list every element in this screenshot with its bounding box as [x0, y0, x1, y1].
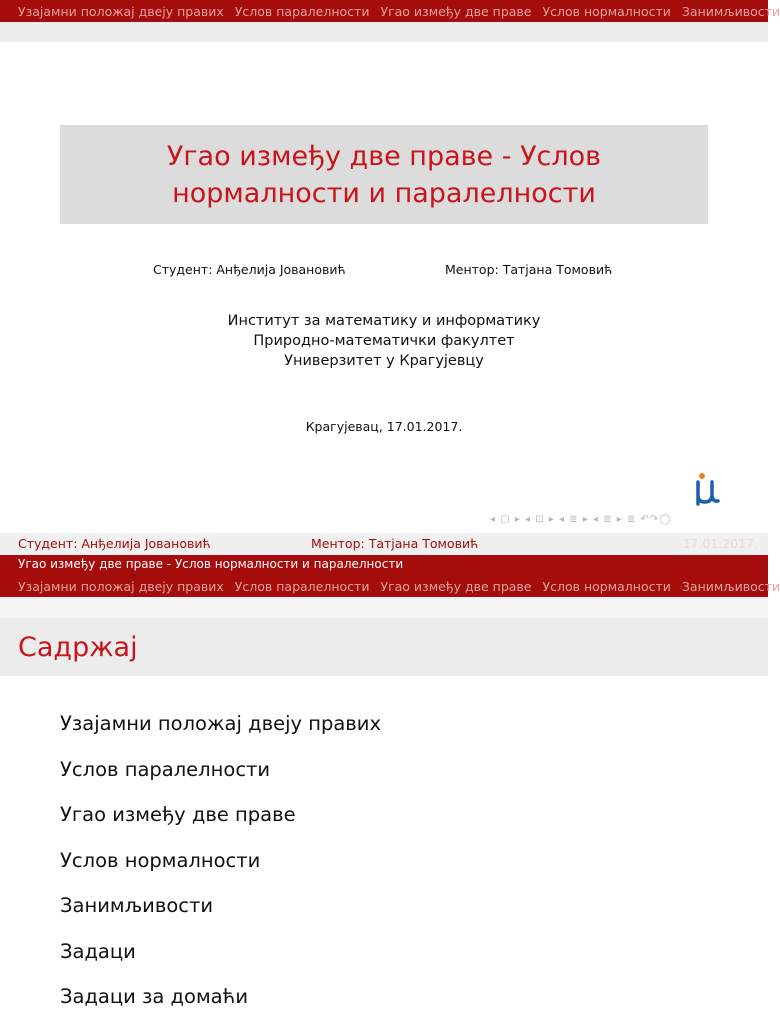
table-of-contents	[60, 712, 381, 1031]
nav-section-link[interactable]: Занимљивости	[681, 578, 780, 594]
headline-title: Угао између две праве - Услов нормалности и паралелности	[18, 557, 404, 571]
presentation-title-line: нормалности и паралелности	[172, 177, 596, 209]
frame-title: Садржај	[18, 632, 138, 663]
footer-author-bar	[0, 533, 768, 555]
nav-section-link[interactable]: Услов нормалности	[542, 3, 671, 19]
toc-item[interactable]: Услов паралелности	[60, 757, 271, 781]
frame-title-bar	[0, 618, 768, 676]
presentation-title-line: Угао између две праве - Услов	[166, 140, 602, 172]
nav-section-link[interactable]: Занимљивости	[681, 3, 780, 19]
institute-block	[0, 311, 768, 371]
institute-line: Институт за математику и информатику	[227, 313, 541, 329]
section-navigation-bar	[0, 0, 780, 22]
toc-item[interactable]: Узајамни положај двеју правих	[60, 712, 382, 735]
nav-section-link[interactable]: Услов нормалности	[542, 578, 671, 594]
title-box	[60, 125, 708, 224]
nav-section-link[interactable]: Услов паралелности	[234, 578, 370, 594]
mentor-name: Ментор: Татјана Томовић	[445, 262, 613, 277]
student-name: Студент: Анђелија Јовановић	[153, 262, 346, 277]
footer-date: 17.01.2017.	[682, 536, 758, 551]
nav-section-link[interactable]: Угао између две праве	[380, 578, 532, 594]
mu-logo-icon	[692, 472, 724, 506]
footer-mentor: Ментор: Татјана Томовић	[311, 536, 479, 551]
toc-item[interactable]: Задаци за домаћи	[60, 985, 249, 1008]
beamer-navigation-symbols[interactable]: ◂ ▢ ▸ ◂ ⊡ ▸ ◂ ≣ ▸ ◂ ≣ ▸ ≣ ↶↷◯	[490, 514, 672, 525]
headline-title-bar	[0, 555, 768, 575]
subsection-strip-2	[0, 597, 768, 618]
subsection-strip	[0, 22, 768, 42]
nav-section-link[interactable]: Услов паралелности	[234, 3, 370, 19]
footer-student: Студент: Анђелија Јовановић	[18, 536, 211, 551]
nav-section-link[interactable]: Узајамни положај двеју правих	[18, 3, 224, 19]
institute-line: Универзитет у Крагујевцу	[284, 353, 484, 369]
nav-section-link[interactable]: Угао између две праве	[380, 3, 532, 19]
presentation-date: Крагујевац, 17.01.2017.	[305, 419, 463, 434]
toc-item[interactable]: Угао између две праве	[60, 803, 296, 826]
section-navigation-bar-2	[0, 575, 780, 597]
nav-section-link[interactable]: Узајамни положај двеју правих	[18, 578, 224, 594]
toc-item[interactable]: Задаци	[60, 939, 136, 963]
toc-item[interactable]: Занимљивости	[60, 894, 214, 917]
institute-line: Природно-математички факултет	[253, 333, 515, 349]
toc-item[interactable]: Услов нормалности	[60, 848, 261, 872]
